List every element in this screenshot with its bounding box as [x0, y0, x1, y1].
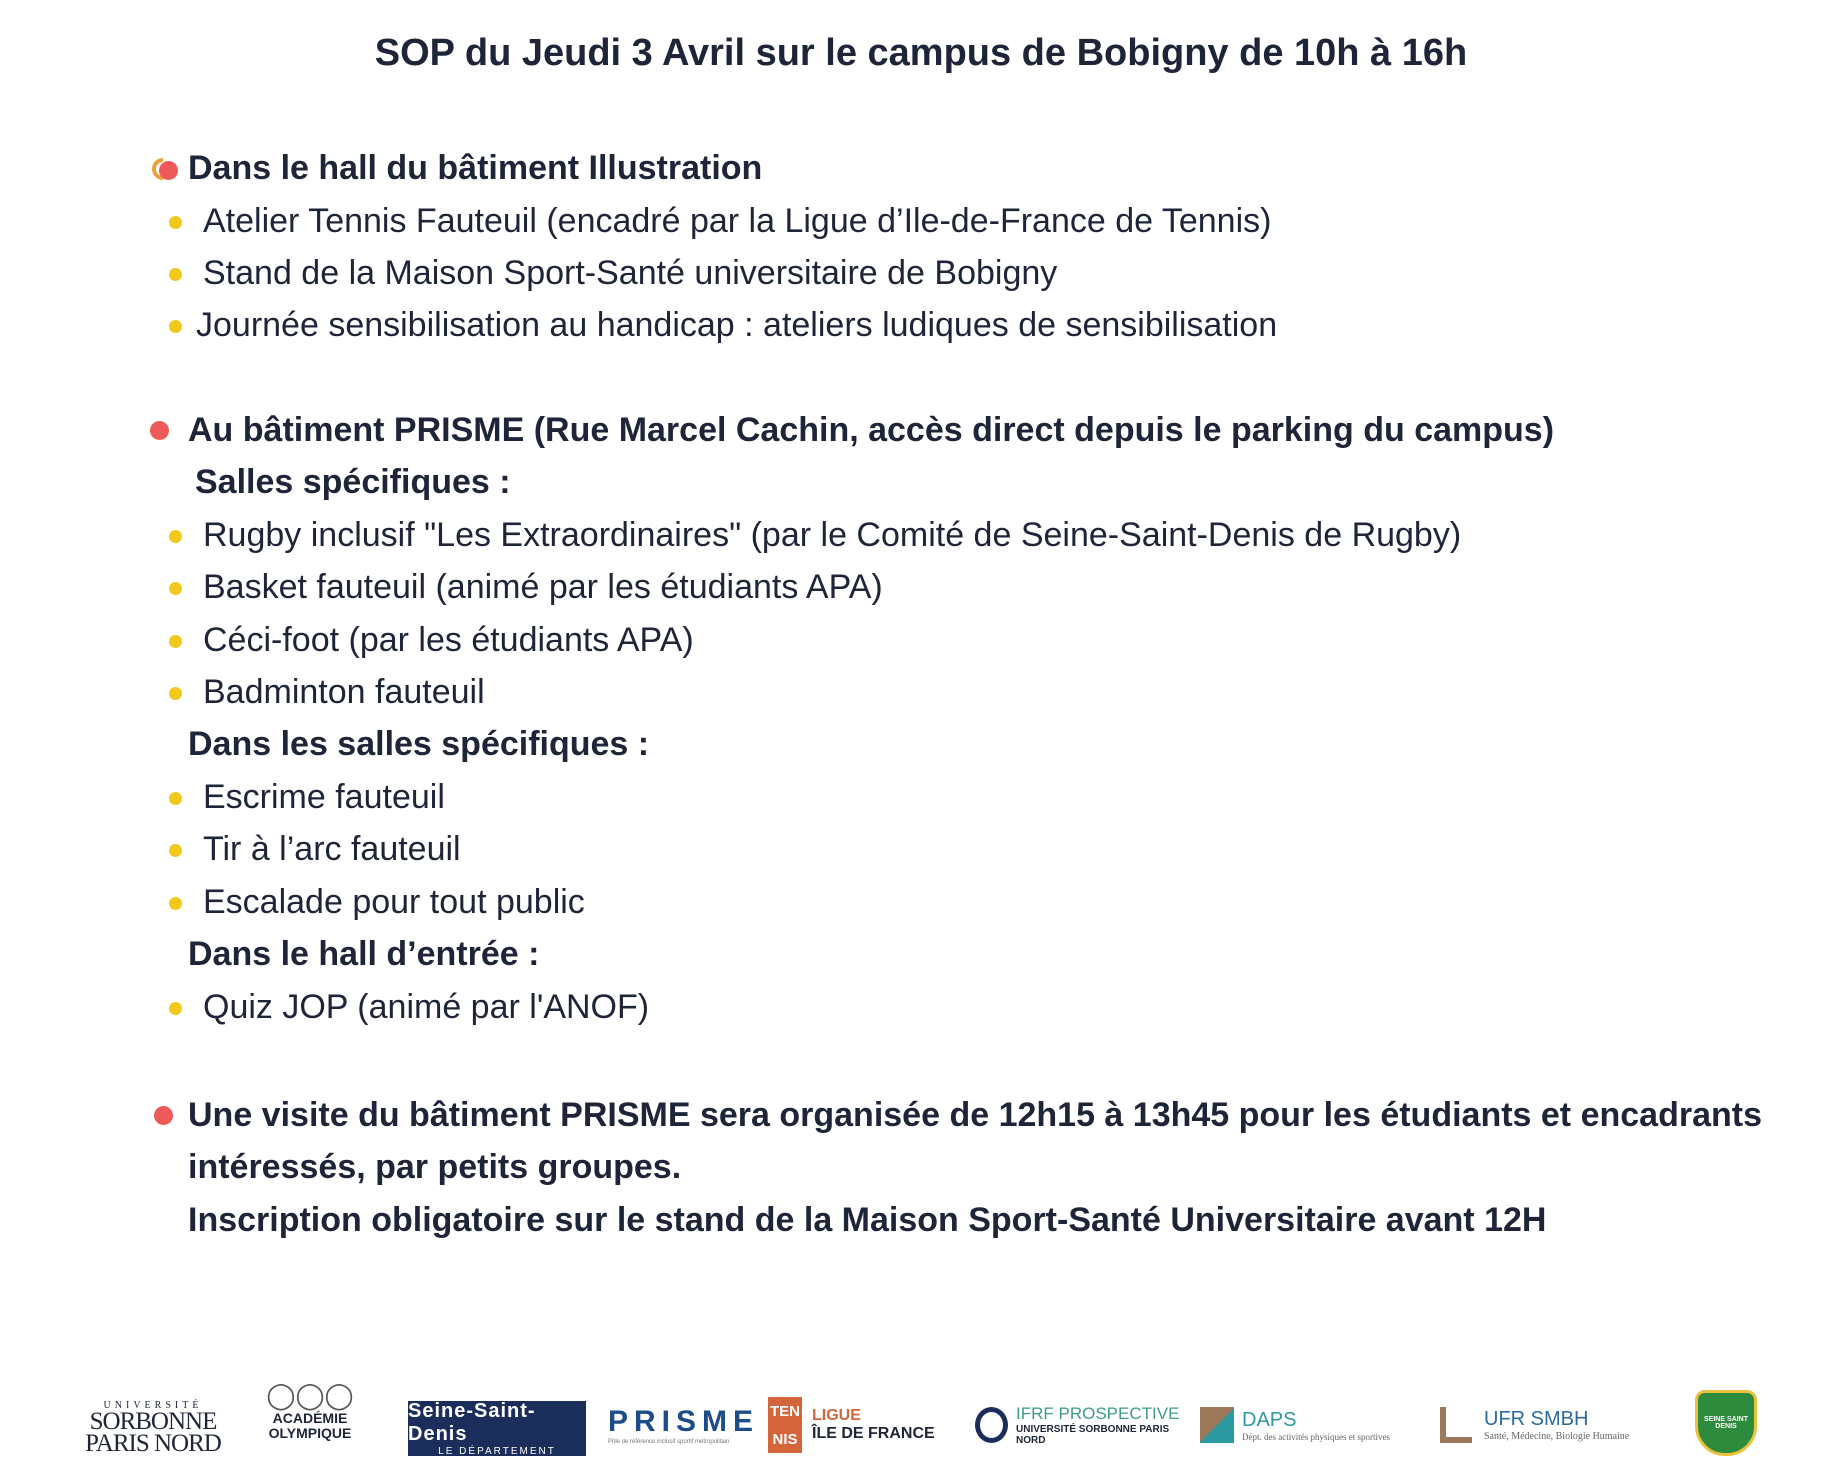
red-bullet-icon [159, 161, 178, 180]
list-item: Céci-foot (par les étudiants APA) [203, 621, 694, 659]
daps-logo: DAPS Dépt. des activités physiques et sportives [1200, 1400, 1415, 1450]
subheading: Dans les salles spécifiques : [188, 725, 650, 763]
yellow-bullet-icon [169, 792, 182, 805]
list-item: Quiz JOP (animé par l'ANOF) [203, 988, 650, 1026]
section-heading-prisme: Au bâtiment PRISME (Rue Marcel Cachin, accès direct depuis le parking du campus) [188, 411, 1555, 449]
yellow-bullet-icon [169, 582, 182, 595]
visit-line: Inscription obligatoire sur le stand de la Maison Sport-Santé Universitaire avant 12H [188, 1201, 1547, 1239]
list-item: Stand de la Maison Sport-Santé universitaire de Bobigny [203, 254, 1058, 292]
ufr-smbh-logo: UFR SMBH Santé, Médecine, Biologie Humaine [1440, 1400, 1670, 1450]
seine-saint-denis-logo: Seine-Saint-Denis LE DÉPARTEMENT [408, 1401, 586, 1456]
list-item: Journée sensibilisation au handicap : ateliers ludiques de sensibilisation [196, 306, 1278, 344]
list-item: Basket fauteuil (animé par les étudiants APA) [203, 568, 883, 606]
section-heading-illustration: Dans le hall du bâtiment Illustration [188, 149, 763, 187]
daps-mark-icon [1200, 1407, 1234, 1443]
ifrf-circle-icon [975, 1407, 1008, 1443]
red-bullet-icon [154, 1106, 173, 1125]
list-item: Tir à l’arc fauteuil [203, 830, 461, 868]
rugby-93-crest-logo: SEINE SAINT DENIS [1695, 1390, 1757, 1456]
visit-line: intéressés, par petits groupes. [188, 1148, 682, 1186]
sorbonne-paris-nord-logo: UNIVERSITÉ SORBONNE PARIS NORD [85, 1400, 221, 1457]
tennis-box-icon: TEN NIS [768, 1397, 802, 1453]
list-item: Escalade pour tout public [203, 883, 585, 921]
visit-line: Une visite du bâtiment PRISME sera organisée de 12h15 à 13h45 pour les étudiants et encadrants [188, 1096, 1762, 1134]
partner-logos [0, 1345, 1842, 1462]
yellow-bullet-icon [169, 635, 182, 648]
ligue-tennis-logo: TEN NIS LIGUE ÎLE DE FRANCE [768, 1395, 958, 1455]
prisme-logo: PRISME Pôle de référence inclusif sportif métropolitain [608, 1405, 760, 1445]
academie-olympique-logo: ◯◯◯ ACADÉMIE OLYMPIQUE [266, 1379, 354, 1441]
list-item: Rugby inclusif "Les Extraordinaires" (par le Comité de Seine-Saint-Denis de Rugby) [203, 516, 1462, 554]
red-bullet-icon [150, 421, 169, 440]
yellow-bullet-icon [169, 320, 182, 333]
list-item: Escrime fauteuil [203, 778, 445, 816]
subheading: Dans le hall d’entrée : [188, 935, 540, 973]
yellow-bullet-icon [169, 687, 182, 700]
list-item: Badminton fauteuil [203, 673, 485, 711]
yellow-bullet-icon [169, 897, 182, 910]
yellow-bullet-icon [169, 216, 182, 229]
ifrf-prospective-logo: IFRF PROSPECTIVE UNIVERSITÉ SORBONNE PARIS NORD [975, 1400, 1180, 1450]
ufr-mark-icon [1440, 1407, 1472, 1443]
subheading: Salles spécifiques : [195, 463, 511, 501]
yellow-bullet-icon [169, 844, 182, 857]
list-item: Atelier Tennis Fauteuil (encadré par la Ligue d’Ile-de-France de Tennis) [203, 202, 1272, 240]
yellow-bullet-icon [169, 530, 182, 543]
page-title: SOP du Jeudi 3 Avril sur le campus de Bobigny de 10h à 16h [374, 32, 1468, 74]
olympic-rings-icon: ◯◯◯ [266, 1379, 354, 1410]
yellow-bullet-icon [169, 268, 182, 281]
yellow-bullet-icon [169, 1002, 182, 1015]
